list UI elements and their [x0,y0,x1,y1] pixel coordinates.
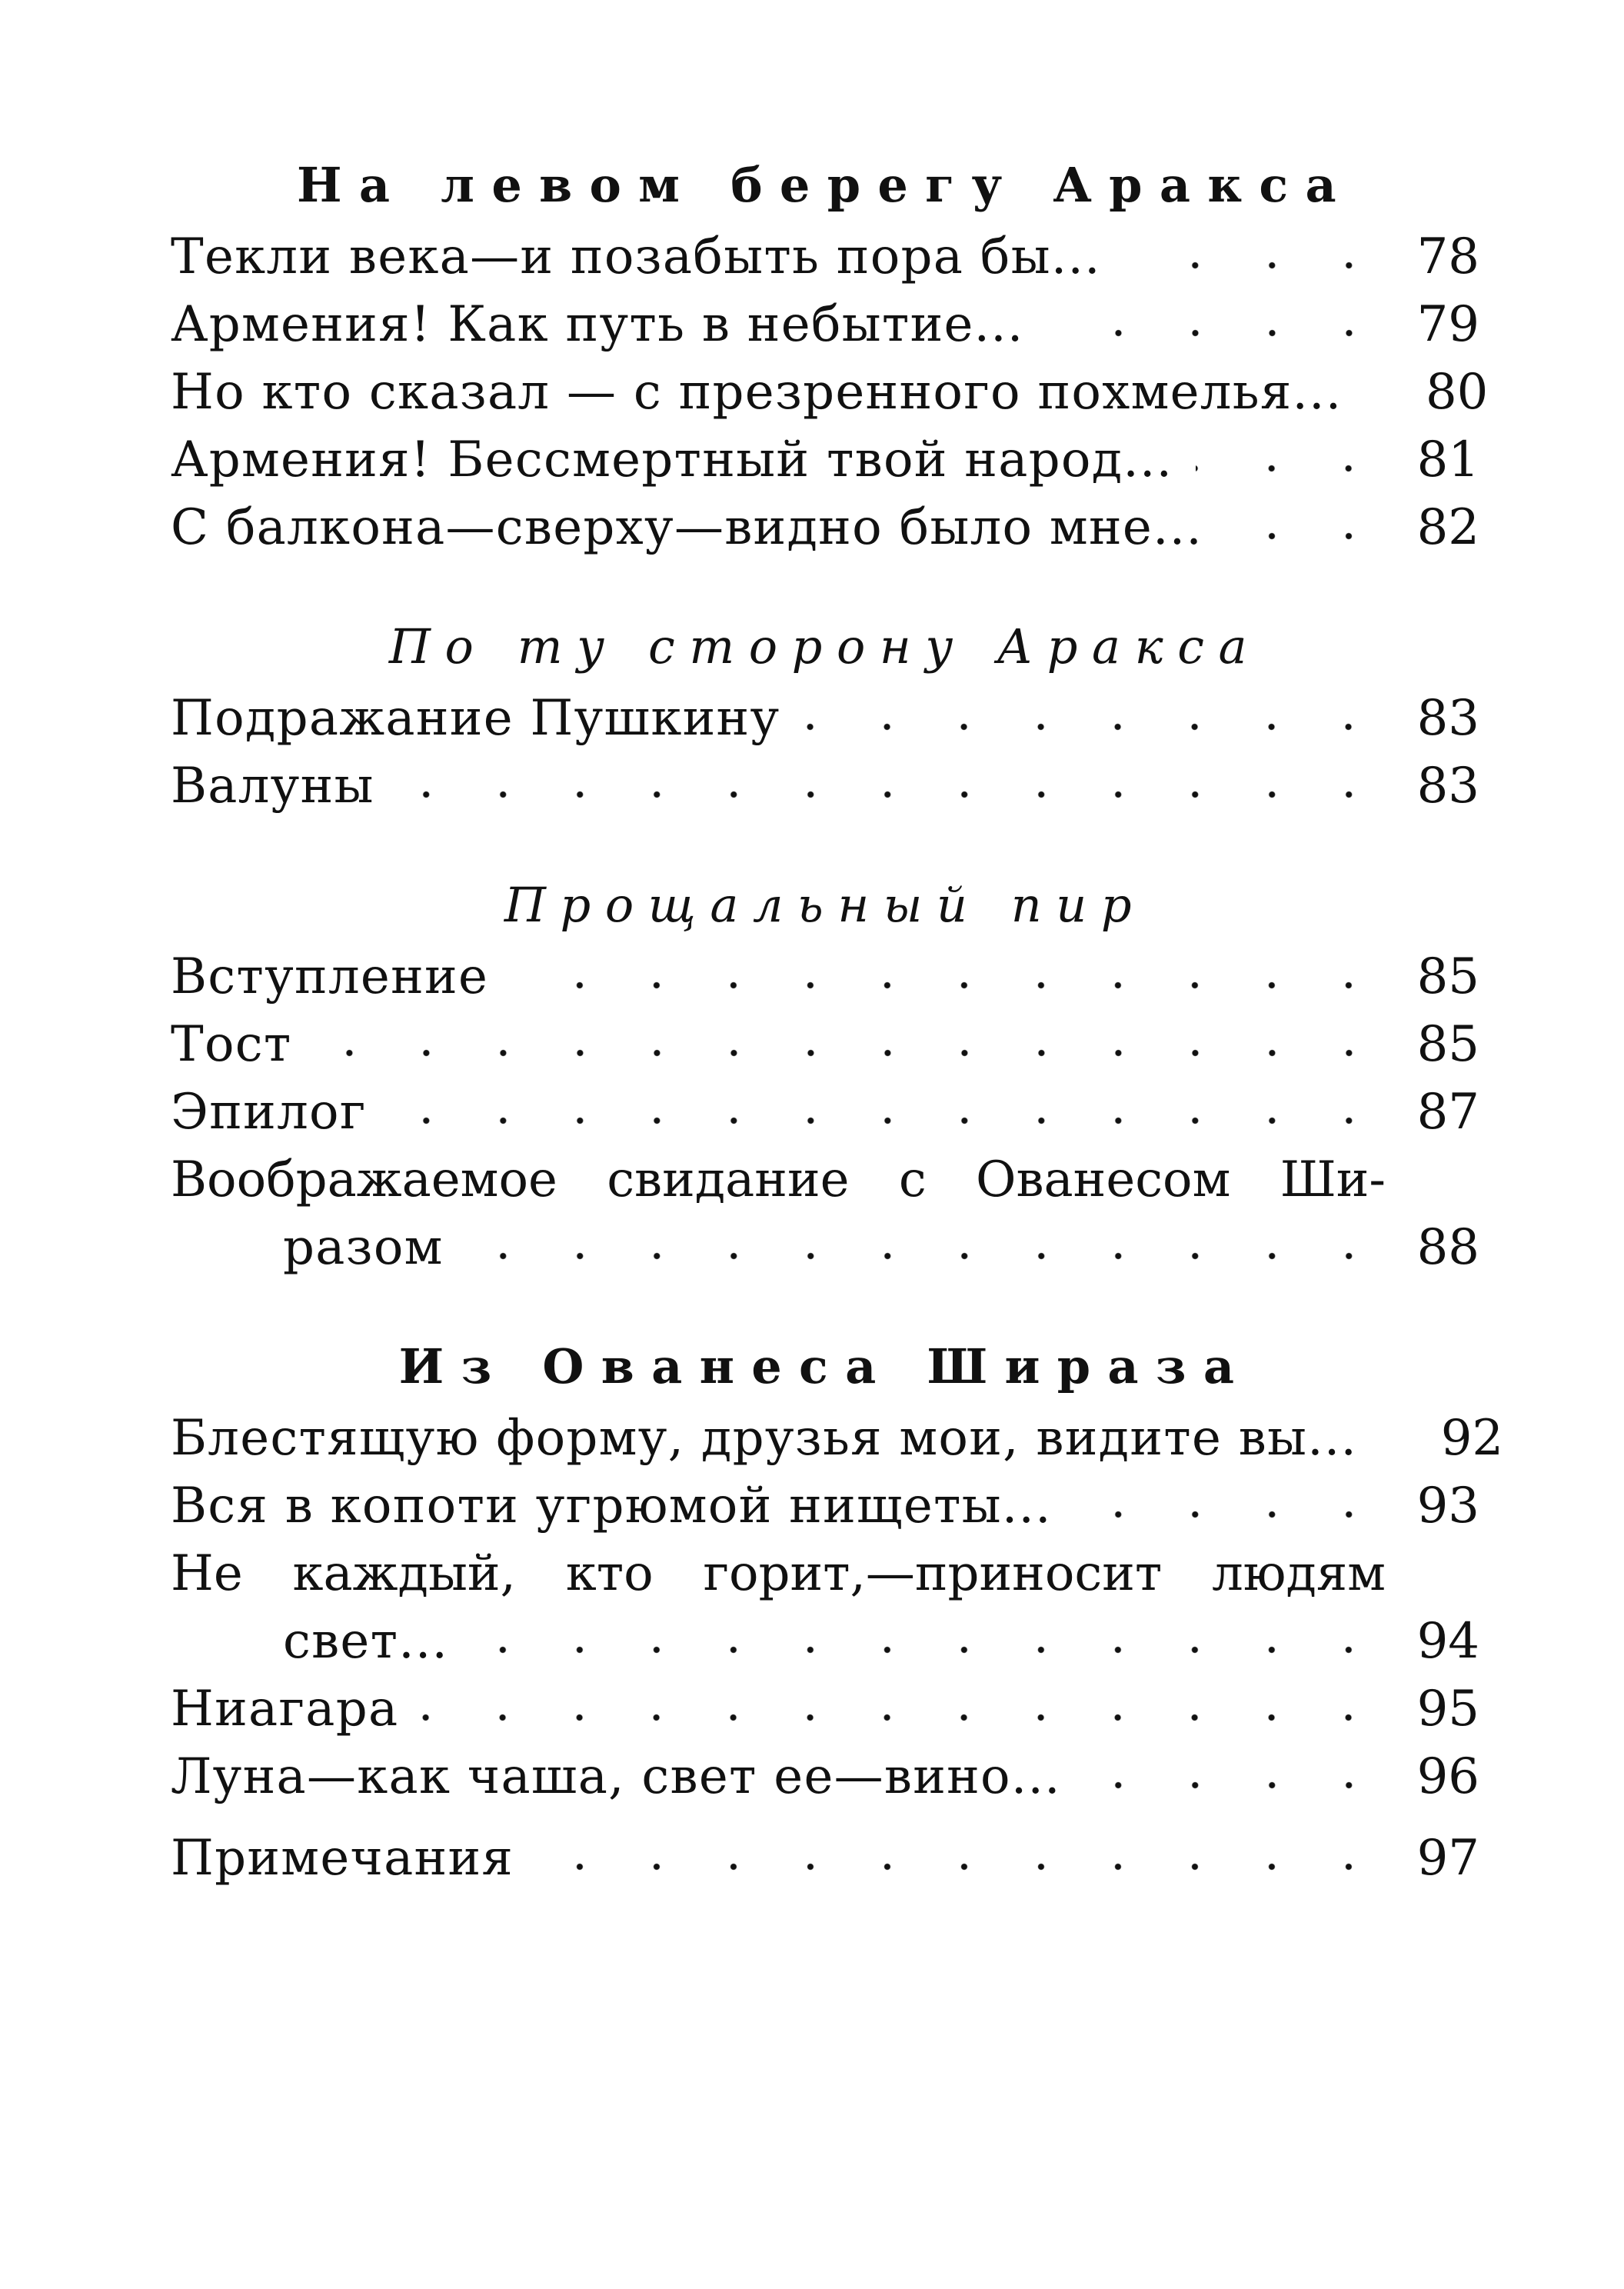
toc-entry[interactable] [171,943,1479,1011]
entry-title: С балкона—сверху—видно было мне... [171,499,1203,556]
entry-title: Луна—как чаша, свет ее—вино... [171,1748,1061,1805]
entry-title-line2-row [171,1608,1479,1675]
entry-title-line2-row [171,1214,1479,1281]
entry-title: Эпилог [171,1084,367,1141]
entry-page-number: 83 [1416,758,1479,815]
toc-section [171,874,1479,1281]
entry-title: Подражание Пушкину [171,690,780,747]
entry-page-number: 93 [1416,1478,1479,1534]
entry-title-line2: разом [283,1219,444,1276]
toc-entry[interactable] [171,1146,1479,1281]
dot-leader [537,1859,1387,1874]
spacer [171,1811,1479,1824]
entry-title: Армения! Бессмертный твой народ... [171,431,1173,488]
dot-leader [467,1248,1387,1264]
toc-entry[interactable] [171,494,1479,561]
toc-entry[interactable] [171,1743,1479,1811]
dot-leader [1365,393,1396,408]
dot-leader [471,1642,1387,1658]
entry-page-number: 81 [1416,431,1479,488]
entry-title-line1: Не каждый, кто горит,—приносит людям [171,1545,1386,1602]
toc-entry[interactable] [171,1675,1479,1743]
entry-title: Но кто сказал — с презренного похмелья... [171,364,1343,421]
entry-page-number: 79 [1416,296,1479,353]
entry-title: Вся в копоти угрюмой нищеты... [171,1478,1052,1534]
section-heading: Прощальный пир [504,877,1146,933]
entry-page-number: 97 [1416,1830,1479,1887]
entry-page-number: 87 [1416,1084,1479,1141]
entry-page-number: 78 [1416,228,1479,285]
entry-page-number: 95 [1416,1681,1479,1738]
dot-leader [1084,1778,1387,1793]
dot-leader [390,1113,1387,1128]
section-heading: По ту сторону Аракса [388,618,1262,675]
toc-entry[interactable] [171,1011,1479,1078]
toc-entry[interactable] [171,358,1489,426]
toc-entry[interactable] [171,685,1479,752]
entry-title: Валуны [171,758,374,815]
toc-entry[interactable] [171,223,1479,291]
toc-entry-notes[interactable] [171,1824,1479,1892]
entry-title-line1: Воображаемое свидание с Ованесом Ши- [171,1151,1386,1208]
toc-entry[interactable] [171,752,1479,820]
dot-leader [398,787,1387,802]
entry-page-number: 88 [1416,1219,1479,1276]
dot-leader [1226,528,1387,544]
toc-entry-list [171,943,1479,1281]
dot-leader [315,1045,1387,1061]
entry-title: Вступление [171,948,489,1005]
toc-entry[interactable] [171,1078,1479,1146]
entry-page-number: 80 [1425,364,1489,421]
entry-title: Текли века—и позабыть пора бы... [171,228,1101,285]
dot-leader [1196,461,1387,476]
toc-entry[interactable] [171,1472,1479,1540]
dot-leader [511,978,1387,993]
dot-leader [421,1710,1387,1725]
toc-entry[interactable] [171,291,1479,358]
toc-section [171,615,1479,820]
toc-section [171,1335,1504,1892]
dot-leader [803,719,1387,735]
toc-entry[interactable] [171,1404,1504,1472]
toc-entry[interactable] [171,426,1479,494]
entry-title: Блестящую форму, друзья мои, видите вы... [171,1410,1358,1467]
section-heading: На левом берегу Аракса [297,157,1353,213]
toc-entry-list [171,223,1489,561]
dot-leader [1047,325,1387,341]
section-heading: Из Ованеса Шираза [398,1338,1252,1394]
entry-page-number: 82 [1416,499,1479,556]
entry-page-number: 85 [1416,948,1479,1005]
toc-entry[interactable] [171,1540,1479,1675]
toc-section [171,154,1489,561]
entry-title: Армения! Как путь в небытие... [171,296,1024,353]
entry-title: Примечания [171,1830,514,1887]
entry-page-number: 83 [1416,690,1479,747]
entry-page-number: 96 [1416,1748,1479,1805]
toc-entry-list [171,1404,1504,1892]
entry-page-number: 85 [1416,1016,1479,1073]
entry-title: Тост [171,1016,292,1073]
entry-title-line2: свет... [283,1613,449,1670]
dot-leader [1075,1507,1387,1522]
entry-title: Ниагара [171,1681,399,1738]
toc-entry-list [171,685,1479,820]
entry-page-number: 94 [1416,1613,1479,1670]
entry-page-number: 92 [1440,1410,1504,1467]
dot-leader [1380,1439,1411,1454]
dot-leader [1124,258,1387,273]
